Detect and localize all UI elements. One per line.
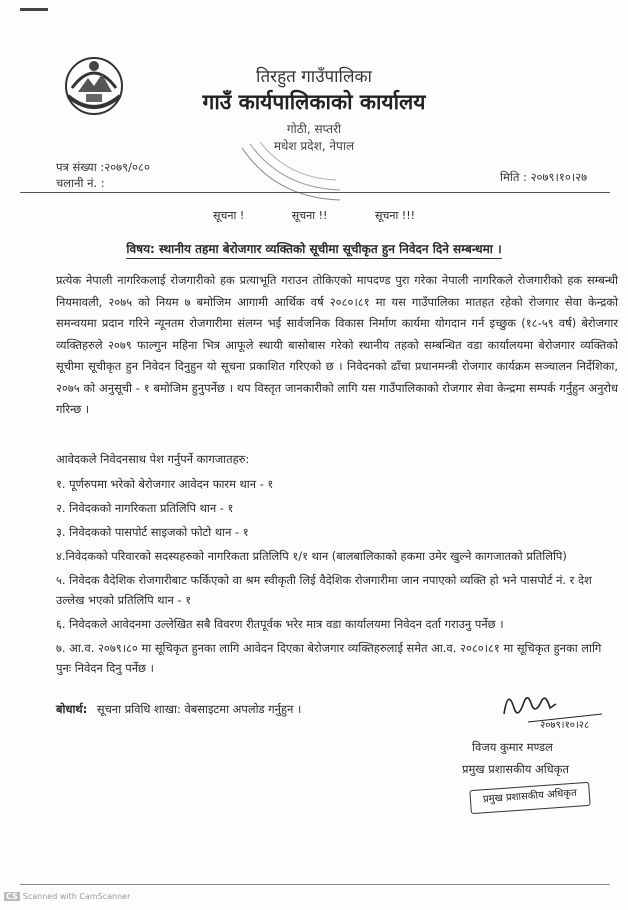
body-paragraph: प्रत्येक नेपाली नागरिकलाई रोजगारीको हक प्रत्याभूति गराउन तोकिएको मापदण्ड पुरा गरेका नेपाली नागरिकले रोजगारीको हक सम्बन्धी नियमावली, २०७५ को नियम ७ बमोजिम आगामी आर्थिक वर्ष २०८०।८१ मा यस गाउँपालिका मातहत रहेको रोजगार सेवा केन्द्रको समन्वयमा प्रदान गरिने न्यूनतम रोजगारीमा संलग्न भई सार्वजनिक विकास निर्माण कार्यमा योगदान गर्न इच्छुक (१८-५९ वर्ष) बेरोजगार व्यक्तिहरुले २०७९ फाल्गुन महिना भित्र आफूले स्थायी बासोबास गरेको स्थानीय तहको सम्बन्धित वडा कार्यालयमा बेरोजगार व्यक्तिको सूचीमा सूचीकृत हुन निवेदन दिनुहुन यो सूचना प्रकाशित गरिएको छ । निवेदनको ढाँचा प्रधानमन्त्री रोजगार कार्यक्रम सञ्चालन निर्देशिका, २०७५ को अनुसूची - १ बमोजिम हुनुपर्नेछ । थप विस्तृत जानकारीको लागि यस गाउँपालिकाको रोजगार सेवा केन्द्रमा सम्पर्क गर्नुहुन अनुरोध गरिन्छ ।	[56, 273, 618, 416]
top-mark	[20, 8, 48, 11]
list-item: ७. आ.व. २०७९।८० मा सूचिकृत हुनका लागि आवेदन दिएका बेरोजगार व्यक्तिहरुलाई समेत आ.व. २०८०।८१ मा सूचिकृत हुनका लागि पुनः निवेदन दिनु पर्नेछ ।	[56, 641, 602, 675]
signatory-name: विजय कुमार मण्डल	[472, 740, 553, 754]
bottom-divider	[20, 884, 610, 885]
requirements-title: आवेदकले निवेदनसाथ पेश गर्नुपर्ने कागजातहरु:	[56, 452, 250, 466]
signatory-title: प्रमुख प्रशासकीय अधिकृत	[462, 762, 569, 776]
municipality-name: तिरहुत गाउँपालिका	[256, 67, 372, 87]
faded-stamp-icon	[236, 138, 346, 208]
office-name: गाउँ कार्यपालिकाको कार्यालय	[202, 90, 426, 114]
dispatch-number: चलानी नं. :	[56, 176, 105, 190]
address-line: गोठी, सप्तरी	[286, 122, 342, 136]
header-divider	[20, 192, 610, 193]
notice-1: सूचना !	[212, 209, 245, 222]
list-item: ३. निवेदकको पासपोर्ट साइजको फोटो थान - १	[56, 525, 249, 539]
scanner-text: Scanned with CamScanner	[22, 892, 131, 901]
letter-number: पत्र संख्या :२०७९/०८०	[56, 160, 150, 174]
list-item: ६. निवेदकले आवेदनमा उल्लेखित सबै विवरण रीतपूर्वक भरेर मात्र वडा कार्यालयमा निवेदन दर्ता गराउनु पर्नेछ ।	[56, 617, 504, 631]
subject-text: विषय: स्थानीय तहमा बेरोजगार व्यक्तिको सूचीमा सूचीकृत हुन निवेदन दिने सम्बन्धमा ।	[126, 242, 501, 259]
scanner-logo: CS	[6, 892, 18, 901]
list-item: २. निवेदकको नागरिकता प्रतिलिपि थान - १	[56, 501, 234, 515]
requirements-list	[56, 474, 618, 682]
list-item: ५. निवेदक वैदेशिक रोजगारीबाट फर्किएको वा श्रम स्वीकृती लिई वैदेशिक रोजगारीमा जान नपाएको व्यक्ति हो भने पासपोर्ट नं. र देश उल्लेख भएको प्रतिलिपि थान - १	[56, 573, 592, 607]
notice-2: सूचना !!	[291, 209, 328, 222]
notice-3: सूचना !!!	[374, 209, 416, 222]
info-text: सूचना प्रविधि शाखा: वेबसाइटमा अपलोड गर्नुहुन ।	[96, 702, 302, 716]
list-item: १. पूर्णरुपमा भरेको बेरोजगार आवेदन फारम थान - १	[56, 477, 274, 491]
letter-date: मिति : २०७९।१०।२७	[500, 170, 588, 184]
province-line: मधेश प्रदेश, नेपाल	[273, 139, 355, 153]
notice-headings	[0, 208, 628, 223]
info-label: बोधार्थ:	[56, 702, 88, 716]
signature-icon	[498, 684, 608, 732]
designation-stamp: प्रमुख प्रशासकीय अधिकृत	[469, 782, 590, 814]
info-line	[56, 702, 301, 717]
scanner-watermark	[4, 892, 130, 901]
subject-line	[0, 240, 628, 257]
signature-date: २०७९।१०।२८	[540, 720, 590, 731]
list-item: ४.निवेदकको परिवारको सदस्यहरुको नागरिकता प्रतिलिपि १/१ थान (बालबालिकाको हकमा उमेर खुल्ने कागजातको प्रतिलिपि)	[56, 549, 567, 563]
